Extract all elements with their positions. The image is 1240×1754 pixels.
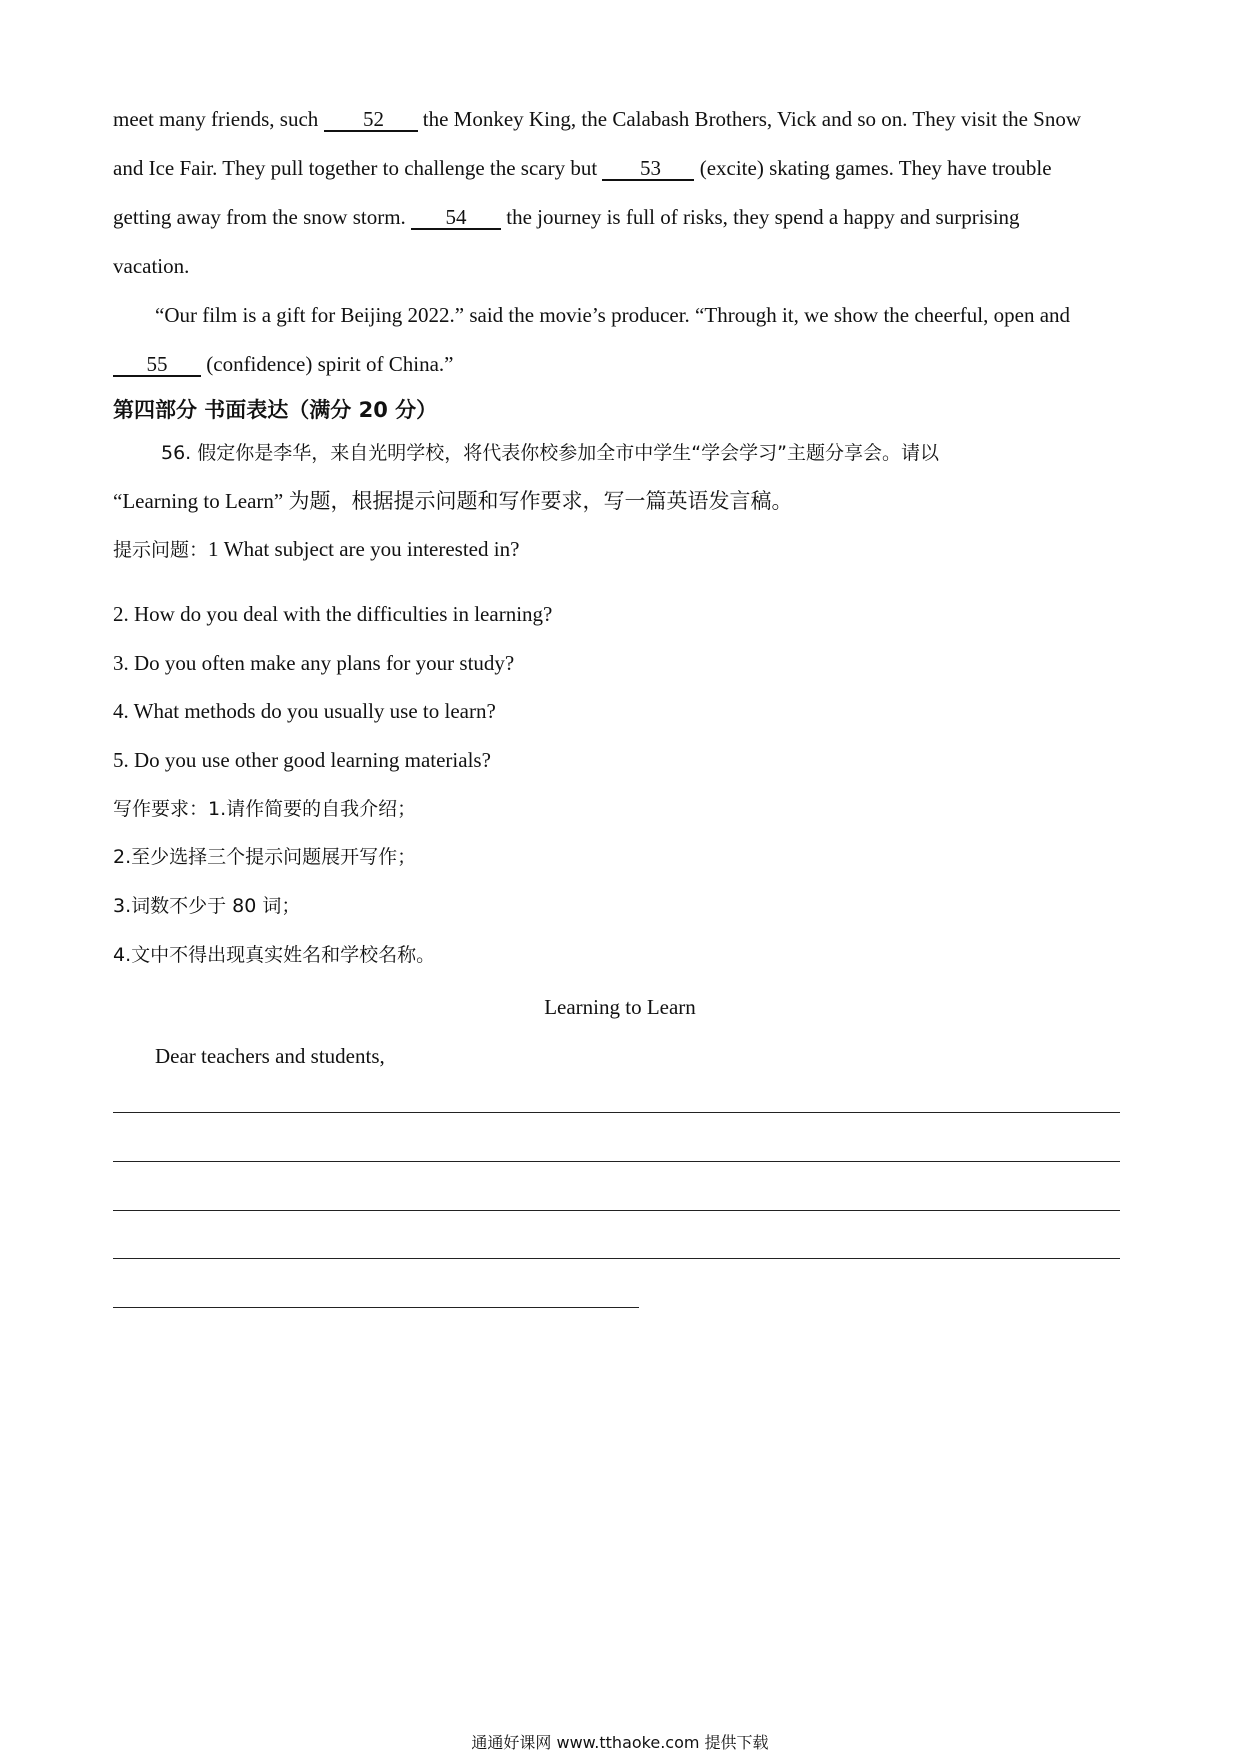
section-title: 第四部分 书面表达（满分 20 分） <box>113 398 438 422</box>
passage-line-4: vacation. <box>113 254 190 278</box>
footer-text: 通通好课网 www.tthaoke.com 提供下载 <box>471 1733 769 1752</box>
writing-line[interactable] <box>113 1112 1120 1113</box>
prompt-1: 1 What subject are you interested in? <box>208 537 520 561</box>
question-line-1: 56. 假定你是李华，来自光明学校，将代表你校参加全市中学生“学会学习”主题分享会。请以 <box>161 442 939 464</box>
passage-line-2 <box>113 154 1052 182</box>
passage-text: (confidence) spirit of China.” <box>201 352 454 376</box>
blank-54: 54 <box>411 206 501 230</box>
prompt-line-1 <box>113 535 519 564</box>
writing-line[interactable] <box>113 1307 639 1308</box>
essay-greeting: Dear teachers and students, <box>155 1044 385 1068</box>
requirement-2: 2.至少选择三个提示问题展开写作； <box>113 846 417 868</box>
writing-line[interactable] <box>113 1258 1120 1259</box>
passage-text: (excite) skating games. They have trouble <box>694 156 1052 180</box>
prompt-4: 4. What methods do you usually use to learn? <box>113 699 496 723</box>
requirement-1: 1.请作简要的自我介绍； <box>208 798 417 820</box>
prompt-label: 提示问题： <box>113 539 209 561</box>
passage-line-6 <box>113 350 454 378</box>
essay-title: Learning to Learn <box>544 995 696 1019</box>
requirement-label: 写作要求： <box>113 798 209 820</box>
question-line-2: “Learning to Learn” 为题，根据提示问题和写作要求，写一篇英语发言稿。 <box>113 489 793 513</box>
requirement-3: 3.词数不少于 80 词； <box>113 895 301 917</box>
prompt-3: 3. Do you often make any plans for your study? <box>113 651 515 675</box>
passage-line-1 <box>113 105 1081 133</box>
requirement-line-1 <box>113 795 416 823</box>
passage-text: the journey is full of risks, they spend a happy and surprising <box>501 205 1020 229</box>
writing-line[interactable] <box>113 1161 1120 1162</box>
passage-text: and Ice Fair. They pull together to challenge the scary but <box>113 156 603 180</box>
passage-line-5: “Our film is a gift for Beijing 2022.” said the movie’s producer. “Through it, we show the cheerful, open and <box>155 303 1071 327</box>
blank-55: 55 <box>113 353 201 377</box>
prompt-5: 5. Do you use other good learning materials? <box>113 748 491 772</box>
passage-text: getting away from the snow storm. <box>113 205 412 229</box>
passage-text: the Monkey King, the Calabash Brothers, Vick and so on. They visit the Snow <box>417 107 1081 131</box>
prompt-2: 2. How do you deal with the difficulties in learning? <box>113 602 553 626</box>
passage-line-3 <box>113 203 1020 231</box>
writing-line[interactable] <box>113 1210 1120 1211</box>
blank-53: 53 <box>602 157 694 181</box>
requirement-4: 4.文中不得出现真实姓名和学校名称。 <box>113 944 436 966</box>
blank-52: 52 <box>324 108 418 132</box>
passage-text: meet many friends, such <box>113 107 324 131</box>
